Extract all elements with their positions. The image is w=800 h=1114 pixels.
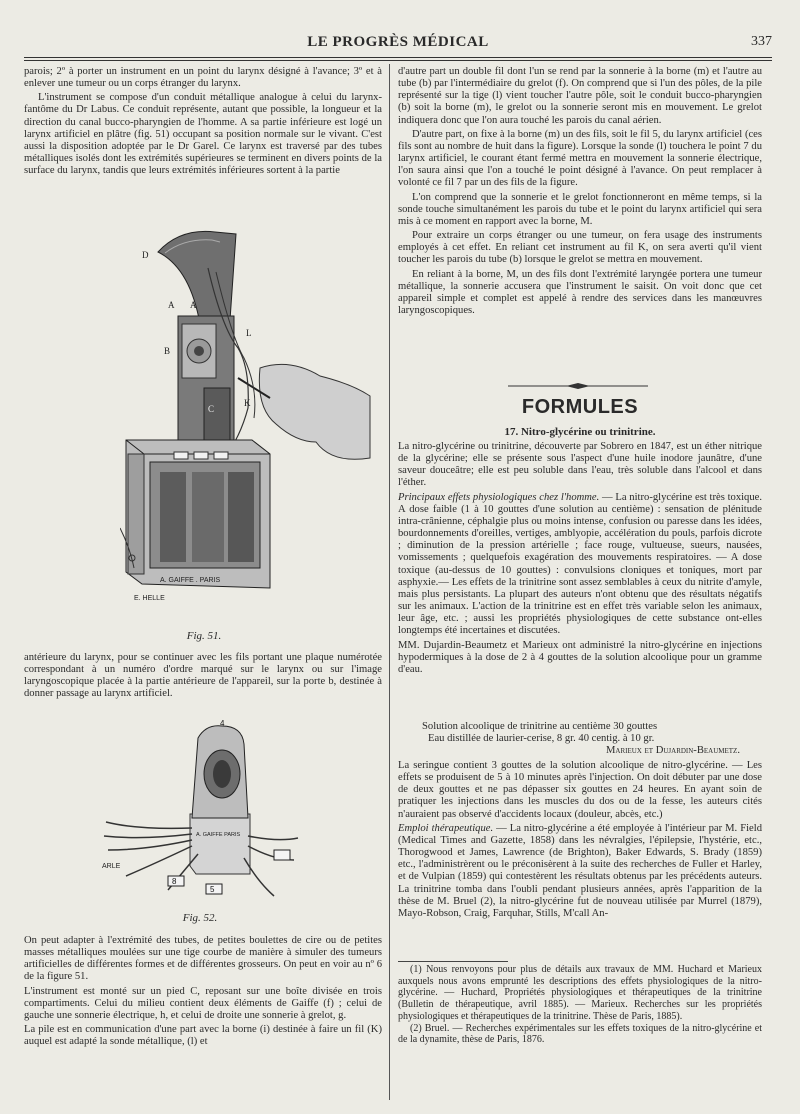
fig51-label-b: B xyxy=(164,346,171,356)
footnote: (1) Nous renvoyons pour plus de détails aux travaux de MM. Huchard et Marieux auxquels nous avons emprunté les descriptions des effets physiologiques de la nitro-glycérine. — Huchard, Propriétés physiologiques et thérapeutiques de la trinitrine (Bulletin de thérapeutique, avril 1885). — Marieux. Recherches sur les propriétés physiologiques et thérapeutiques de la trinitrine. Thèse de Paris, 1885). xyxy=(398,964,762,1022)
footnotes xyxy=(398,964,762,1046)
fig52-tag-5: 5 xyxy=(210,885,215,894)
header-rule xyxy=(24,57,772,58)
prescription xyxy=(422,721,742,758)
paragraph xyxy=(398,823,762,920)
column-divider xyxy=(389,64,390,1100)
paragraph: antérieure du larynx, pour se continuer avec les fils portant une plaque numérotée correspondant à un numéro d'ordre marqué sur le larynx ou sur l'image laryngoscopique placée à la partie antérieure de l'appareil, sur la porte b, destinée à donner passage au larynx artificiel. xyxy=(24,652,382,700)
quantity: 30 gouttes xyxy=(613,721,658,732)
fig52-tag-8: 8 xyxy=(172,877,177,886)
figure-51-apparatus xyxy=(120,228,372,620)
fig51-engraver: E. HELLE xyxy=(134,595,165,602)
subsection-heading: 17. Nitro-glycérine ou trinitrine. xyxy=(504,426,656,438)
prescription-signature: Marieux et Dujardin-Beaumetz. xyxy=(606,745,740,757)
running-title: LE PROGRÈS MÉDICAL xyxy=(307,34,489,50)
fig51-label-k: K xyxy=(244,398,251,408)
right-column-therapy xyxy=(398,760,762,920)
paragraph: La nitro-glycérine ou trinitrine, découverte par Sobrero en 1847, est un éther nitrique de la glycérine; elle se présente sous l'aspect d'une huile inodore jaunâtre, d'une saveur douceâtre; elle est peu soluble dans l'eau, très soluble dans l'alcool et dans l'éther. xyxy=(398,441,762,489)
fig51-label-l: L xyxy=(246,328,252,338)
paragraph: La pile est en communication d'une part avec la borne (i) destinée à faire un fil (K) auquel est adapté la sonde métallique, (l) et xyxy=(24,1024,382,1048)
header-rule-thin xyxy=(24,60,772,61)
figure-51-caption: Fig. 51. xyxy=(186,630,222,642)
prescription-line xyxy=(422,721,742,733)
paragraph: L'on comprend que la sonnerie et le grelot fonctionneront en même temps, si la sonde touche simultanément les parois du tube et le point du larynx artificiel qui sera mis à ce moment en rapport avec la borne, M. xyxy=(398,191,762,227)
paragraph: L'instrument est monté sur un pied C, reposant sur une boîte divisée en trois compartiments. Celui du milieu contient deux éléments de Gaiffe (f) ; celui de gauche une sonnerie électrique, h, et celui de droite une sonnerie à grelot, g. xyxy=(24,985,382,1021)
left-column-bottom xyxy=(24,935,382,1048)
paragraph: En reliant à la borne, M, un des fils dont l'extrémité laryngée portera une tumeur métallique, la sonnerie accusera que l'instrument le saisit. On voit donc que cet appareil simple et complet est appelé à rendre des services dans les manœuvres laryngoscopiques. xyxy=(398,268,762,316)
fig51-maker: A. GAIFFE . PARIS xyxy=(160,577,221,584)
footnote: (2) Bruel. — Recherches expérimentales sur les effets toxiques de la nitro-glycérine et de la dynamite, thèse de Paris, 1876. xyxy=(398,1022,762,1046)
paragraph-lead: Emploi thérapeutique. xyxy=(398,822,494,834)
paragraph: D'autre part, on fixe à la borne (m) un des fils, soit le fil 5, du larynx artificiel (ces fils sont au nombre de huit dans la figure). Lorsque la sonde (l) touchera le point 7 du larynx artificiel, le courant étant fermé mettra en mouvement la sonnerie électrique, l'on saura ainsi que l'on a touché le point désigné à l'avance. On peut remplacer à volonté ce fil 7 par un des fils de la figure. xyxy=(398,128,762,189)
right-column-top xyxy=(398,66,762,319)
paragraph-body: — La nitro-glycérine a été employée à l'intérieur par M. Field (Medical Times and Gazette, 1858) dans les névralgies, l'épilepsie, l'hystérie, etc., Thorogwood et James, Lawrence (de Brighton), Baker Edwards, S. Brady (1859) etc., l'administrèrent ou le préconisèrent à la suite des recherches de Fuller et Harley, et de Vulpian (1859) qui contestèrent les résultats obtenus par les précédents auteurs. La trinitrine tomba dans l'oubli pendant plusieurs années, après l'apparition de la thèse de M. Bruel (2), la nitro-glycérine fut de nouveau utilisée par Murrel (1879), Mayo-Robson, Craig, Farquhar, Stills, M'call An- xyxy=(398,822,762,919)
fig52-tag-4: 4 xyxy=(220,719,225,728)
fig51-label-d: D xyxy=(142,250,149,260)
left-column-middle xyxy=(24,652,382,701)
section-heading: FORMULES xyxy=(521,396,639,418)
right-column-formules xyxy=(398,441,762,676)
fig51-label-a: A xyxy=(168,300,175,310)
paragraph-body: — La nitro-glycérine est très toxique. A dose faible (1 à 10 gouttes d'une solution au centième) : sensation de plénitude intra-crânienne, céphalgie plus ou moins intense, confusion ou paresse dans les idées, bourdonnements d'oreilles, vertiges, amblyopie, accélération du pouls, parfois dicrote ; diminution de la pression artérielle ; face rouge, vultueuse, sueurs, nausées, vomissements ; quelquefois exagération des mouvements respiratoires. — A dose toxique (au-dessus de 10 gouttes) : convulsions cloniques et toniques, mort par asphyxie.— Les effets de la trinitrine sont assez semblables à ceux du nitrite d'amyle, mais plus persistants. La plupart des auteurs n'ont obtenu que des résultats négatifs sur les animaux. L'action de la trinitrine est en effet très variable selon les animaux, leur âge, etc. ; aussi les propriétés physiologiques de cette substance ont-elles longtemps été incertaines et discutées. xyxy=(398,491,763,637)
fig51-label-a: A xyxy=(190,300,197,310)
figure-52-larynx-model xyxy=(98,718,304,908)
quantity: à 10 gr. xyxy=(622,733,655,745)
page-number: 337 xyxy=(751,34,772,49)
paragraph: On peut adapter à l'extrémité des tubes, de petites boulettes de cire ou de petites masses métalliques moulées sur une tige courbe de manière à simuler des tumeurs artificielles de différentes formes et de différentes grosseurs. On peut en voir au nº 6 de la figure 51. xyxy=(24,935,382,983)
footnote-rule xyxy=(398,961,508,962)
paragraph: L'instrument se compose d'un conduit métallique analogue à celui du larynx-fantôme du Dr Labus. Ce conduit représente, autant que possible, la longueur et la direction du canal bucco-pharyngien de l'homme. A sa partie inférieure est logé un larynx artificiel en plâtre (fig. 51) occupant sa position normale sur le vivant. C'est aussi la disposition adoptée par le Dr Garel. Ce larynx est traversé par des tubes métalliques isolés dont les extrémités supérieures se terminent en divers points de la surface du larynx, tandis que leurs extrémités inférieures sortent à la partie xyxy=(24,92,382,177)
ingredient: Solution alcoolique de trinitrine au centième xyxy=(422,721,611,732)
paragraph-lead: Principaux effets physiologiques chez l'homme. xyxy=(398,491,600,503)
paragraph: La seringue contient 3 gouttes de la solution alcoolique de nitro-glycérine. — Les effets se produisent de 5 à 10 minutes après l'injection. On doit débuter par une dose de deux gouttes et ne pas dépasser six gouttes en 24 heures. En ayant soin de pratiquer les injections dans les muscles du dos ou de la fesse, les auteurs cités n'auraient pas observé d'accidents locaux (douleur, abcès, etc.) xyxy=(398,760,762,820)
fig51-label-c: C xyxy=(208,404,215,414)
ingredient: Eau distillée de laurier-cerise, 8 gr. 40 centig. xyxy=(428,733,621,745)
paragraph: Pour extraire un corps étranger ou une tumeur, on fera usage des instruments employés à cet effet. En reliant cet instrument au fil K, on sera averti qu'il vient toucher les parois du tube (b) lorsque le grelot se mettra en mouvement. xyxy=(398,230,762,266)
left-column-top xyxy=(24,66,382,179)
paragraph xyxy=(398,492,762,638)
figure-52-caption: Fig. 52. xyxy=(182,912,218,924)
fig52-maker: A. GAIFFE PARIS xyxy=(196,832,241,838)
fig52-engraver: ARLE xyxy=(102,863,121,870)
prescription-line xyxy=(422,733,742,745)
paragraph: parois; 2º à porter un instrument en un point du larynx désigné à l'avance; 3º et à enlever une tumeur ou un corps étranger du larynx. xyxy=(24,66,382,90)
section-ornament xyxy=(508,383,648,389)
paragraph: MM. Dujardin-Beaumetz et Marieux ont administré la nitro-glycérine en injections hypodermiques à la dose de 2 à 4 gouttes de la solution alcoolique pour un gramme d'eau. xyxy=(398,639,762,675)
paragraph: d'autre part un double fil dont l'un se rend par la sonnerie à la borne (m) et l'autre au tube (b) par l'intermédiaire du grelot (f). On comprend que si l'un des pôles, de la pile représenté sur la tige (l) vient toucher l'autre pôle, soit le conduit bucco-pharyngien (b) soit la borne (m), le grelot ou la sonnerie seront mis en mouvement. Le grelot indiquera donc que l'on aura touché les parois du canal aérien. xyxy=(398,66,762,126)
page-header xyxy=(24,30,772,56)
